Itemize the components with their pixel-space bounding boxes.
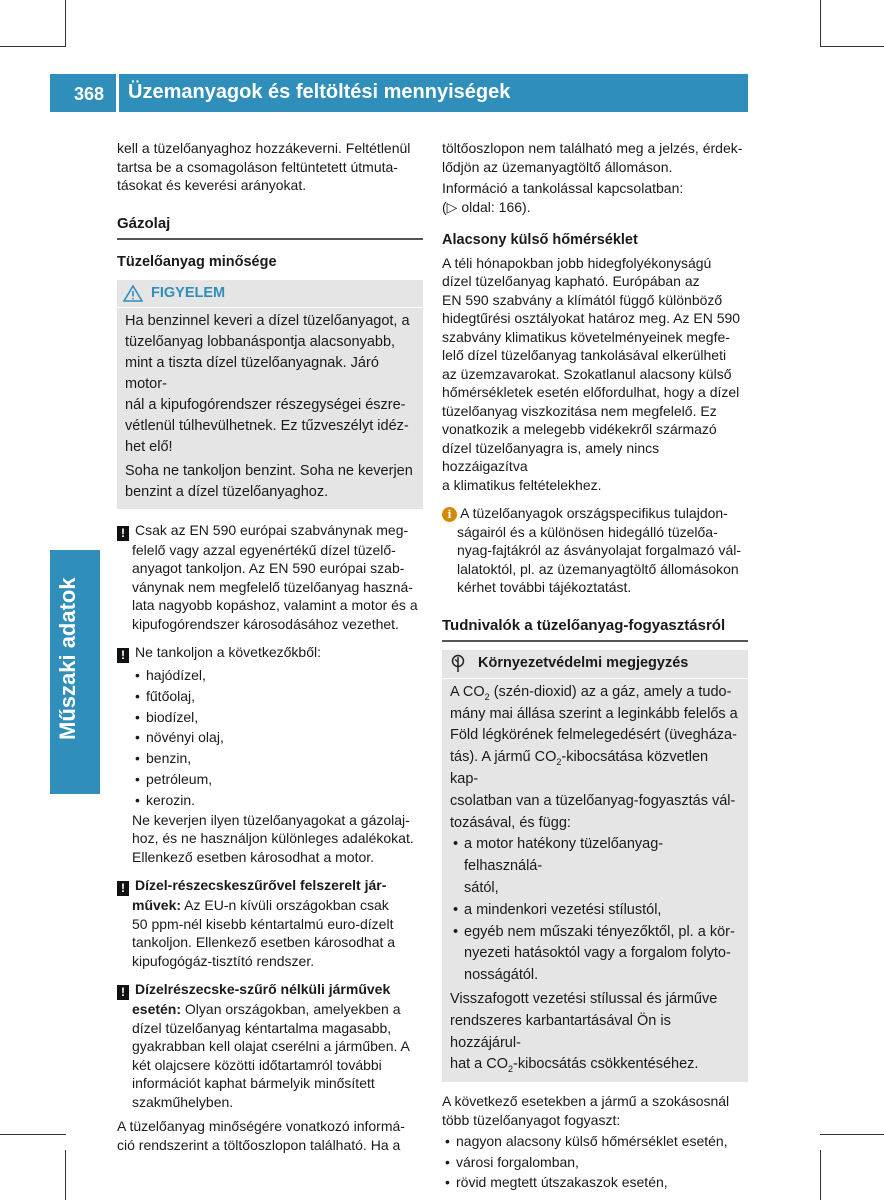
environment-note-header — [442, 650, 748, 679]
crop-mark — [0, 1134, 66, 1135]
header-separator — [116, 74, 119, 112]
info-note: i A tüzelőanyagok országspecifikus tulajdon- ságairól és a különösen hidegálló tüzelőa- nyag-fajtákról az ásványolajat forgalmazó vál- lalatoktól, pl. az üzemanyagtöltő állomásokon kérhet további tájékoztatást. — [442, 504, 748, 597]
note-dpf-vehicles: ! Dízel-részecskeszűrővel felszerelt jár- művek: Az EU-n kívüli országokban csak 50 ppm-nél kisebb kéntartalmú euro-dízelt tankoljon. Ellenkező esetben károsodhat a kipufogógáz-tisztító rendszer. — [117, 876, 423, 970]
warning-title: FIGYELEM — [151, 284, 226, 301]
leaf-bulb-icon — [450, 654, 466, 673]
crop-mark — [65, 0, 66, 46]
crop-mark — [65, 1150, 66, 1200]
page-reference-link[interactable]: (▷ oldal: 166). — [442, 198, 531, 215]
list-item: • egyéb nem műszaki tényezőktől, pl. a kör- nyezeti hatásoktól vagy a forgalom folyto- nosságától. — [450, 922, 740, 987]
list-item: • kerozin. — [132, 790, 423, 811]
crop-mark — [0, 46, 66, 47]
list-item: • rövid megtett útszakaszok esetén, — [442, 1172, 748, 1193]
list-item: • fűtőolaj, — [132, 686, 423, 707]
side-chapter-label: Műszaki adatok — [55, 577, 80, 740]
page-number: 368 — [74, 84, 105, 104]
left-column — [117, 139, 423, 1154]
heading-low-temperature: Alacsony külső hőmérséklet — [442, 232, 638, 248]
note-en590: ! Csak az EN 590 európai szabványnak meg- felelő vagy azzal egyenértékű dízel tüzelő- anyagot tankoljon. Az EN 590 európai szab- ványnak nem megfelelő tüzelőanyag haszná- lata nagyobb kopáshoz, valamint a motor és a kipufogórendszer károsodásához vezethet. — [117, 521, 423, 634]
list-item: • benzin, — [132, 748, 423, 769]
warning-header — [117, 280, 423, 308]
section-rule — [117, 238, 423, 240]
list-item: • biodízel, — [132, 707, 423, 728]
list-item: • nagyon alacsony külső hőmérséklet esetén, — [442, 1131, 748, 1152]
intro-paragraph: kell a tüzelőanyaghoz hozzákeverni. Feltétlenül tartsa be a csomagoláson feltüntetett útmuta- tásokat és keverési arányokat. — [117, 140, 411, 193]
warning-box — [117, 280, 423, 509]
refuel-reference: Információ a tankolással kapcsolatban: (▷ oldal: 166). — [442, 179, 748, 216]
list-item: • a mindenkori vezetési stílustól, — [450, 900, 740, 922]
section-heading-consumption: Tudnivalók a tüzelőanyag-fogyasztásról — [442, 616, 726, 634]
crop-mark — [820, 1150, 821, 1200]
exclamation-icon: ! — [117, 985, 129, 1000]
list-item: • városi forgalomban, — [442, 1152, 748, 1173]
exclamation-icon: ! — [117, 526, 129, 541]
list-item: • a motor hatékony tüzelőanyag-felhasználá- sától, — [450, 834, 740, 899]
subheading-fuel-quality: Tüzelőanyag minősége — [117, 254, 277, 270]
warning-body: Ha benzinnel keveri a dízel tüzelőanyagot, a tüzelőanyag lobbanáspontja alacsonyabb, mint a tiszta dízel tüzelőanyagnak. Járó motor- nál a kipufogórendszer részegységei észre- vétlenül túlhevülhetnek. Ez tűzveszélyt idéz- het elő! Soha ne tankoljon benzint. Soha ne keverjen benzint a dízel tüzelőanyaghoz. — [125, 312, 413, 500]
environment-note-body: A $CO_2$ (szén-dioxid) az a gáz, amely a tudo- mány mai állása szerint a leginkább felelős a Föld légkörének felmelegedésért (üvegháza- tás). A jármű $CO_2$-kibocsátása közvetlen kap- csolatban van a tüzelőanyag-fogyasztás vál- tozásával, és függ: • a motor hatékony tüzelőanyag-felhasználá- sától, • a mindenkori vezetési stílustól, • egyéb nem műszaki tényezőktől, pl. a kör- nyezeti hatásoktól vagy a forgalom folyto- nosságától. Visszafogott vezetési stílussal és járműve rendszeres karbantartásával Ön is hozzájárul- hat a $CO_2$-kibocsátás csökkentéséhez. — [442, 679, 748, 1082]
note-do-not-refuel: ! Ne tankoljon a következőkből: • hajódízel, • fűtőolaj, • biodízel, • növényi olaj, • benzin, • petróleum, • kerozin. Ne keverjen ilyen tüzelőanyagokat a gázolaj- hoz, és ne használjon különleges adalékokat. Ellenkező esetben károsodhat a motor. — [117, 643, 423, 866]
warning-triangle-icon — [123, 285, 143, 302]
list-item: • hajódízel, — [132, 665, 423, 686]
right-column — [442, 139, 748, 1193]
crop-mark — [820, 46, 884, 47]
note-non-dpf-vehicles: ! Dízelrészecske-szűrő nélküli járművek esetén: Olyan országokban, amelyekben a dízel tüzelőanyag kéntartalma magasabb, gyakrabban kell olajat cserélni a járműben. A két olajcsere közötti időtartamról további információt kaphat bármelyik minősített szakműhelyben. — [117, 980, 423, 1111]
environment-note-box — [442, 650, 748, 1082]
crop-mark — [820, 0, 821, 46]
page-title: Üzemanyagok és feltöltési mennyiségek — [128, 81, 511, 103]
closing-paragraph: A tüzelőanyag minőségére vonatkozó informá- ció rendszerint a töltőoszlopon található. Ha a — [117, 1118, 405, 1153]
list-item: • növényi olaj, — [132, 727, 423, 748]
forbidden-fuels-list — [117, 665, 423, 811]
exclamation-icon: ! — [117, 648, 129, 663]
environment-note-title: Környezetvédelmi megjegyzés — [478, 655, 689, 671]
low-temperature-text: A téli hónapokban jobb hidegfolyékonyságú dízel tüzelőanyag kapható. Európában az EN 590 szabvány a klímától függő különböző hidegtűrési osztályokat határoz meg. Az EN 590 szabvány klimatikus követelményeinek megfe- lelő dízel tüzelőanyag tankolásával elkerülheti az üzemzavarokat. Szokatlanul alacsony külső hőmérsékletek esetén előfordulhat, hogy a dízel tüzelőanyag viszkozitása nem megfelelő. Ez vonatkozik a melegebb vidékekről származó dízel tüzelőanyagra is, amely nincs hozzáigazítva a klimatikus feltételekhez. — [442, 254, 741, 493]
continued-paragraph: töltőoszlopon nem található meg a jelzés, érdek- lődjön az üzemanyagtöltő állomáson. — [442, 140, 743, 175]
section-heading-gazolaj: Gázolaj — [117, 214, 171, 232]
higher-consumption-paragraph: A következő esetekben a jármű a szokásosnál több tüzelőanyagot fogyaszt: • nagyon alacsony külső hőmérséklet esetén, • városi forgalomban, • rövid megtett útszakaszok esetén, — [442, 1092, 748, 1193]
list-item: • petróleum, — [132, 769, 423, 790]
info-icon: i — [442, 507, 457, 522]
crop-mark — [820, 1134, 884, 1135]
consumption-cases-list — [442, 1131, 748, 1193]
exclamation-icon: ! — [117, 881, 129, 896]
section-rule — [442, 640, 748, 642]
